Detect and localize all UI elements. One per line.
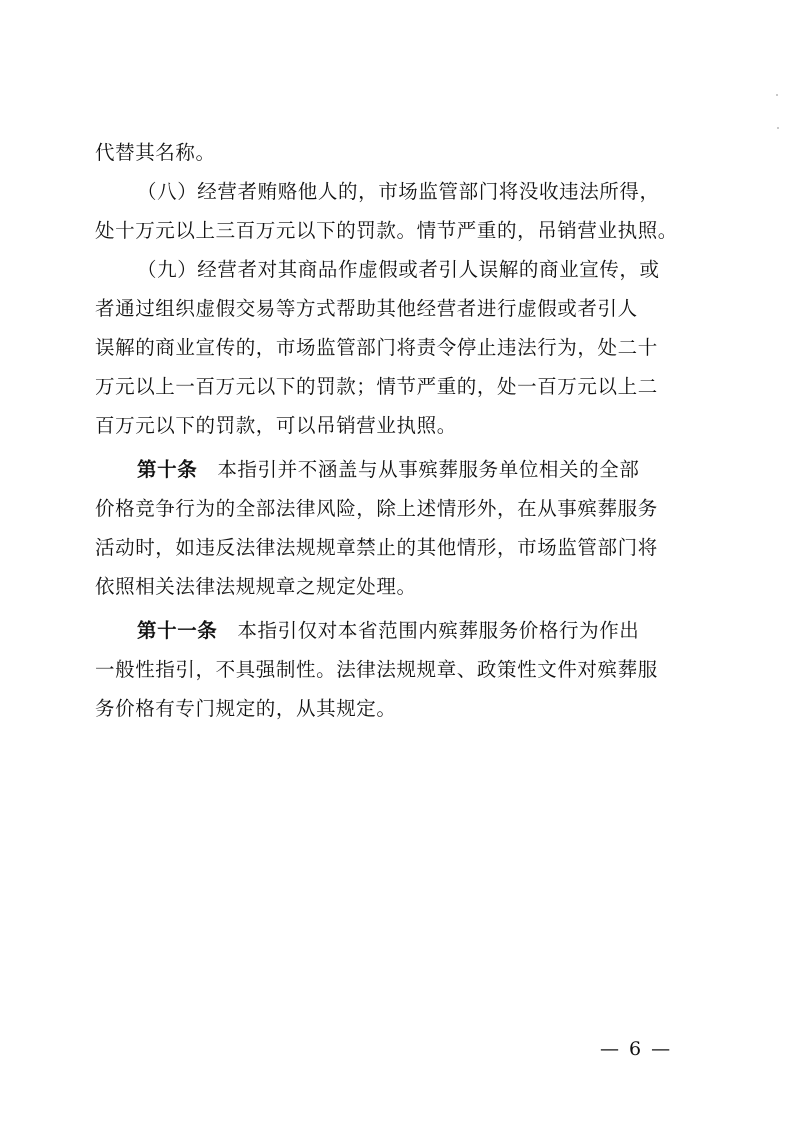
article-eleven-text: 本指引仅对本省范围内殡葬服务价格行为作出 xyxy=(237,619,640,642)
clause-nine-line-5: 百万元以下的罚款，可以吊销营业执照。 xyxy=(95,414,457,437)
scan-mark xyxy=(777,127,779,129)
article-eleven-line-3: 务价格有专门规定的，从其规定。 xyxy=(95,697,397,720)
article-ten-label: 第十条 xyxy=(137,458,198,481)
article-eleven-line-1 xyxy=(95,611,685,650)
clause-nine-line-1: （九）经营者对其商品作虚假或者引人误解的商业宣传，或 xyxy=(137,258,660,281)
document-body xyxy=(95,133,685,728)
article-ten-line-4: 依照相关法律法规规章之规定处理。 xyxy=(95,575,417,598)
clause-nine-line-4: 万元以上一百万元以下的罚款；情节严重的，处一百万元以上二 xyxy=(95,375,658,398)
article-ten-line-1 xyxy=(95,450,685,489)
clause-nine-line-3: 误解的商业宣传的，市场监管部门将责令停止违法行为，处二十 xyxy=(95,336,658,359)
scan-mark xyxy=(776,94,778,96)
article-ten-text: 本指引并不涵盖与从事殡葬服务单位相关的全部 xyxy=(217,458,640,481)
article-eleven-line-2: 一般性指引，不具强制性。法律法规规章、政策性文件对殡葬服 xyxy=(95,658,658,681)
clause-eight-line-1: （八）经营者贿赂他人的，市场监管部门将没收违法所得， xyxy=(137,180,660,203)
article-eleven-label: 第十一条 xyxy=(137,619,218,642)
clause-eight-line-2: 处十万元以上三百万元以下的罚款。情节严重的，吊销营业执照。 xyxy=(95,219,678,242)
article-ten-line-2: 价格竞争行为的全部法律风险，除上述情形外，在从事殡葬服务 xyxy=(95,497,658,520)
article-ten-line-3: 活动时，如违反法律法规规章禁止的其他情形，市场监管部门将 xyxy=(95,536,658,559)
paragraph-continuation-line: 代替其名称。 xyxy=(95,141,216,164)
page-number: — 6 — xyxy=(600,1038,673,1060)
clause-nine-line-2: 者通过组织虚假交易等方式帮助其他经营者进行虚假或者引人 xyxy=(95,297,638,320)
